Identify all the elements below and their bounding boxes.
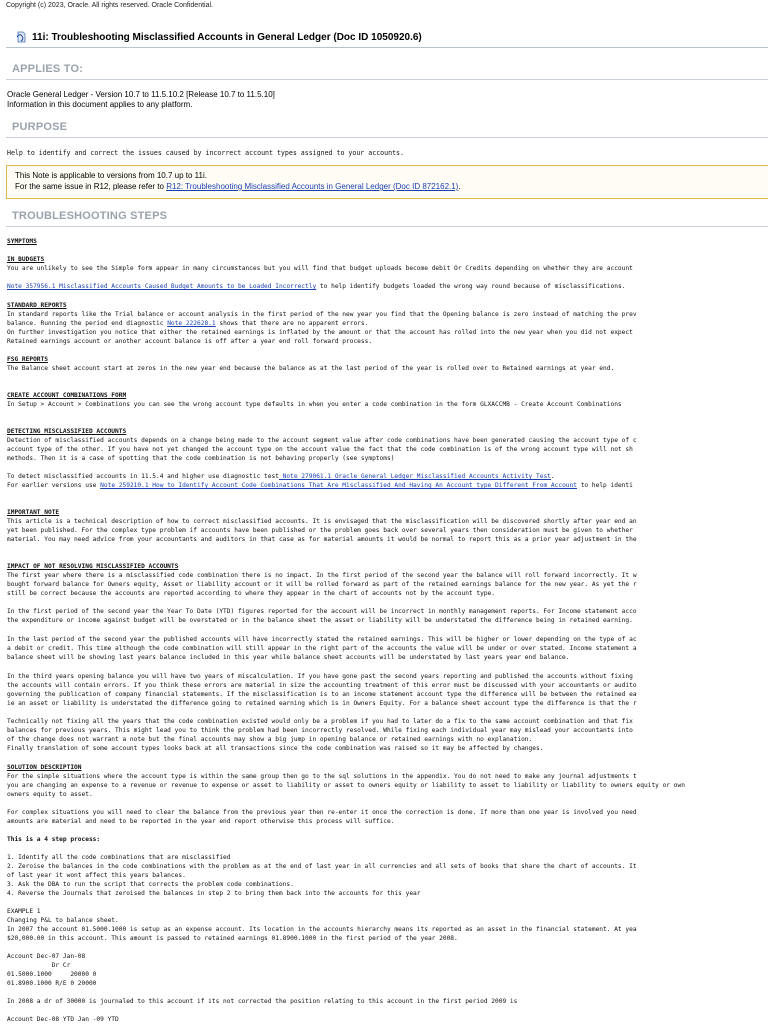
last-period-text-3: balance sheet will be showing last years balance included in this year while balance sheet accounts will be understated by last years year end balance.	[7, 654, 570, 661]
complex-text-2: amounts are material and need to be reported in the year end report otherwise this process will suffice.	[7, 818, 395, 825]
standard-reports-text-1: In standard reports like the Trial balance or account analysis in the first period of the new year you find that the Opening balance is zero instead of matching the prev	[7, 311, 637, 318]
symptoms-heading: SYMPTOMS	[7, 238, 37, 245]
complex-text-1: For complex situations you will need to clear the balance from the previous year then re-enter it once the correction is done. If more than one year is involved you need	[7, 809, 637, 816]
note-357956-link[interactable]: Note 357956.1 Misclassified Accounts Caused Budget Amounts to be Loaded Incorrectly	[7, 283, 317, 290]
step-1: 1. Identify all the code combinations that are misclassified	[7, 854, 231, 861]
note-259210-link[interactable]: Note 259210.1 How to Identify Account Code Combinations That Are Misclassified And Having An Account type Different From Account	[100, 482, 577, 489]
example-1-text-3: $20,000.00 in this account. This amount is passed to retained earnings 01.8900.1000 in the first period of the year 2008.	[7, 935, 458, 942]
standard-reports-text-2	[7, 320, 368, 329]
impact-heading: IMPACT OF NOT RESOLVING MISCLASSIFIED ACCOUNTS	[7, 563, 179, 570]
ytd-text-1: In the first period of the second year the Year To Date (YTD) figures reported for the account will be incorrect in monthly management reports. For Income statement acco	[7, 608, 637, 615]
det-4-pre: To detect misclassified accounts in 11.5.4 and higher use diagnostic test	[7, 473, 279, 480]
fsg-reports-heading: FSG REPORTS	[7, 356, 48, 363]
r12-note-link[interactable]: R12: Troubleshooting Misclassified Accounts in General Ledger (Doc ID 872162.1)	[166, 182, 459, 191]
important-text-1: This article is a technical description of how to correct misclassified accounts. It is envisaged that the misclassification will be discovered shortly after year end an	[7, 518, 637, 525]
detecting-heading: DETECTING MISCLASSIFIED ACCOUNTS	[7, 428, 127, 435]
important-text-3: material. You may need advice from your accountants and auditors in that case as for material amounts it would be normal to report this as a prior year adjustment in the	[7, 536, 637, 543]
applies-to-product: Oracle General Ledger - Version 10.7 to 11.5.10.2 [Release 10.7 to 11.5.10]	[7, 90, 275, 99]
standard-reports-heading: STANDARD REPORTS	[7, 302, 67, 309]
standard-reports-text-4: Retained earnings account or another account balance is off after a year end roll forward process.	[7, 338, 373, 345]
technically-text-1: Technically not fixing all the years that the code combination existed would only be a problem if you had to later do a fix to the same account combination and that fix	[7, 718, 633, 725]
third-year-text-2: the accounts will contain errors. If you think these errors are material in size the accounting treatment of this error must be discussed with your accountants or audito	[7, 682, 637, 689]
detecting-text-1: Detection of misclassified accounts depends on a change being made to the account segment value after code combinations have been generated causing the account type of c	[7, 437, 637, 444]
note-line-2	[15, 182, 461, 191]
step-4: 4. Reverse the Journals that zeroised the balances in step 2 to bring them back into the accounts for this year	[7, 890, 421, 897]
four-step-heading: This is a 4 step process:	[7, 836, 101, 843]
step-2-continued: of last year it wont affect this years balances.	[7, 872, 186, 879]
in-budgets-text-2	[7, 283, 625, 292]
table-2-header: Account Dec-08 YTD Jan -09 YTD	[7, 1016, 119, 1023]
copyright-notice: Copyright (c) 2023, Oracle. All rights reserved. Oracle Confidential.	[6, 2, 213, 9]
solution-text-1: For the simple situations where the account type is within the same group then go to the sql solutions in the appendix. You do not need to make any journal adjustments t	[7, 773, 637, 780]
version-note-box	[6, 165, 768, 199]
fsg-reports-text: The Balance sheet account start at zeros in the new year end because the balance as at the last period of the year is rolled over to Retained earnings at year end.	[7, 365, 615, 372]
third-year-text-1: In the third years opening balance you will have two years of miscalculation. If you have gone past the second years reporting and published the accounts without fixing	[7, 673, 633, 680]
applies-to-heading: APPLIES TO:	[12, 63, 84, 75]
det-5-pre: For earlier versions use	[7, 482, 101, 489]
technically-text-2: balances for previous years. This might lead you to think the problem had been incorrectly resolved. While fixing each individual year may mislead your accountants into	[7, 727, 633, 734]
solution-text-3: owners equity to asset.	[7, 791, 93, 798]
create-account-combinations-text: In Setup > Account > Combinations you can see the wrong account type defaults in when you enter a code combination in the form GLXACCMB - Create Account Combinations	[7, 401, 622, 408]
detecting-text-4	[7, 473, 555, 482]
table-row-2: 01.8900.1000 R/E 0 20000	[7, 980, 97, 987]
solution-heading: SOLUTION DESCRIPTION	[7, 764, 82, 771]
example-1-heading: EXAMPLE 1	[7, 908, 41, 915]
example-1-text-2: In 2007 the account 01.5000.1000 is setup as an expense account. Its location in the accounts hierarchy means its reported as an asset in the financial statement. At yea	[7, 926, 637, 933]
impact-text-1: The first year where there is a misclassified code combination there is no impact. In the first period of the second year the balance will roll forward incorrectly. It w	[7, 572, 637, 579]
in-budgets-text-2-rest: to help identify budgets loaded the wrong way round because of misclassifications.	[316, 283, 626, 290]
page-title: 11i: Troubleshooting Misclassified Accounts in General Ledger (Doc ID 1050920.6)	[32, 31, 422, 43]
example-1-text-4: In 2008 a dr of 30000 is journaled to this account if its not corrected the position relating to this account in the first period 2009 is	[7, 998, 518, 1005]
troubleshooting-heading: TROUBLESHOOTING STEPS	[12, 210, 168, 222]
technically-text-3: of the change does not warrant a note but the final accounts may show a big jump in opening balance or retained earnings with no explanation.	[7, 736, 533, 743]
third-year-text-3: governing the publication of company financial statements. If the misclassification is to an income statement account type the difference will be between the retained ea	[7, 691, 637, 698]
applies-to-section-header	[6, 62, 768, 80]
sr-2-post: shows that there are no apparent errors.	[215, 320, 369, 327]
purpose-text: Help to identify and correct the issues caused by incorrect account types assigned to your accounts.	[7, 149, 404, 157]
solution-text-2: you are changing an expense to a revenue or revenue to expense or asset to liability or asset to owners equity or liability to asset to liability or liability to owners equity or own	[7, 782, 685, 789]
troubleshooting-section-header	[6, 209, 768, 227]
important-note-heading: IMPORTANT NOTE	[7, 509, 60, 516]
important-text-2: yet been published. For the complex type problem if accounts have been published or the problem goes back over several years then consideration must be given to whether	[7, 527, 633, 534]
third-year-text-4: ie an asset or liability is understated the difference going to retained earning which is in Owners Equity. For a balance sheet account type the difference is that the r	[7, 700, 637, 707]
ytd-text-2: the expenditure or income against budget will be overstated or in the balance sheet the asset or liability will be understated the difference being in retained earning.	[7, 617, 633, 624]
detecting-text-5	[7, 482, 633, 491]
note-line-2-suffix: .	[458, 182, 461, 191]
note-279061-link[interactable]: Note 279061.1 Oracle General Ledger Misclassified Accounts Activity Test	[278, 473, 551, 480]
det-5-post: to help identi	[576, 482, 633, 489]
title-bar	[6, 27, 768, 48]
note-line-1: This Note is applicable to versions from 10.7 up to 11i.	[15, 171, 207, 180]
table-header-1: Account Dec-07 Jan-08	[7, 953, 86, 960]
table-row-1: 01.5000.1000 20000 0	[7, 971, 97, 978]
note-222628-link[interactable]: Note 222628.1	[167, 320, 216, 327]
purpose-section-header	[6, 120, 768, 138]
impact-text-2: bought forward balance for Owners equity, Asset or liability account or it will be rolled forward as part of the retained earnings balance for the new year. As yet the r	[7, 581, 637, 588]
detecting-text-2: account type of the other. If you have not yet changed the account type on the account value the fact that the code combination is of the wrong account type will not sh	[7, 446, 633, 453]
standard-reports-text-3: On further investigation you notice that either the retained earnings is inflated by the amount or that the account has rolled into the new year when you did not expect	[7, 329, 633, 336]
example-1-text-1: Changing P&L to balance sheet.	[7, 917, 119, 924]
create-account-combinations-heading: CREATE ACCOUNT COMBINATIONS FORM	[7, 392, 127, 399]
technically-text-4: Finally translation of some account types looks back at all transactions since the code combination was raised so it may be affected by changes.	[7, 745, 544, 752]
in-budgets-text-1: You are unlikely to see the Simple form appear in many circumstances but you will find that budget uploads become debit Or Credits depending on whether they are account	[7, 265, 633, 272]
document-icon	[16, 31, 26, 43]
applies-to-platform: Information in this document applies to any platform.	[7, 100, 193, 109]
impact-text-3: still be correct because the accounts are reported according to where they appear in the chart of accounts not by the account type.	[7, 590, 495, 597]
det-4-post: .	[550, 473, 555, 480]
step-3: 3. Ask the DBA to run the script that corrects the problem code combinations.	[7, 881, 294, 888]
sr-2-pre: balance. Running the period end diagnostic	[7, 320, 168, 327]
step-2: 2. Zeroise the balances in the code combinations with the problem as at the end of last year in all currencies and all sets of books that share the chart of accounts. It	[7, 863, 637, 870]
purpose-heading: PURPOSE	[12, 121, 68, 133]
last-period-text-2: a debit or credit. This time although the code combination will still appear in the right part of the accounts the value will be under or over stated. Income statement a	[7, 645, 637, 652]
note-line-2-prefix: For the same issue in R12, please refer to	[15, 182, 167, 191]
in-budgets-heading: IN BUDGETS	[7, 256, 45, 263]
detecting-text-3: methods. Then it is a case of spotting that the code combination is not behaving properly (see symptoms)	[7, 455, 395, 462]
table-header-2: Dr Cr	[7, 962, 71, 969]
last-period-text-1: In the last period of the second year the published accounts will have incorrectly stated the retained earnings. This will be higher or lower depending on the type of ac	[7, 636, 637, 643]
